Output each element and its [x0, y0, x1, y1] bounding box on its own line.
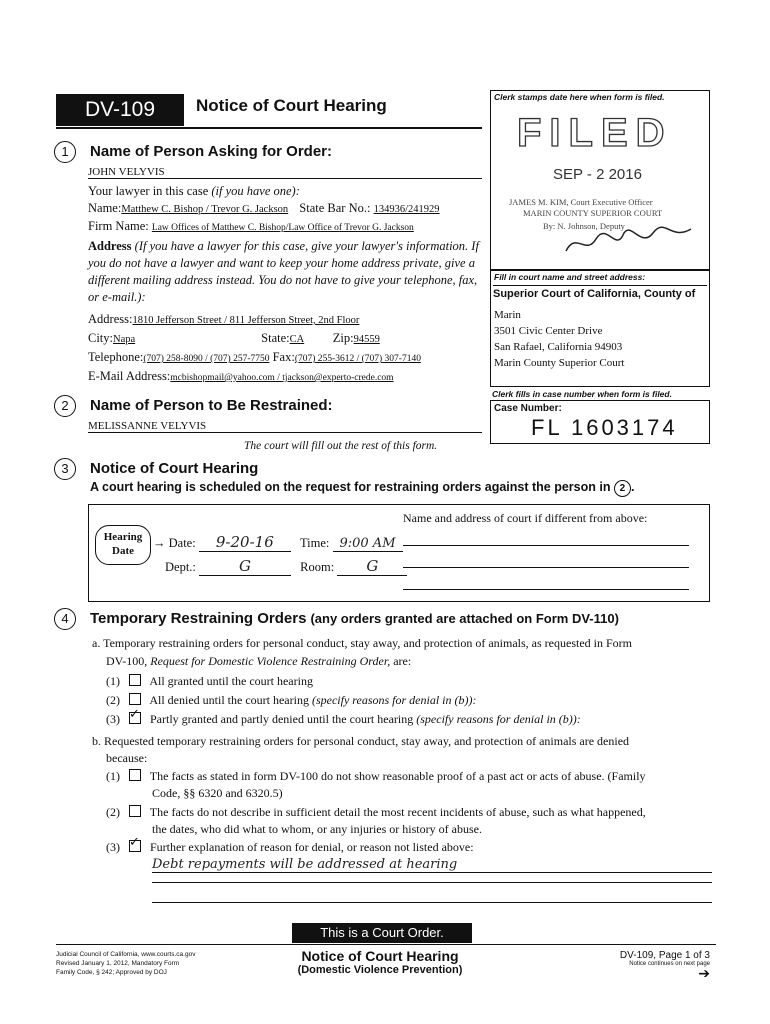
denial-explanation-line2[interactable] — [152, 882, 712, 883]
email-row: E-Mail Address:mcbishopmail@yahoo.com / tjackson@experto-crede.com — [88, 369, 394, 383]
denial-explanation[interactable]: Debt repayments will be addressed at hearing — [152, 857, 712, 873]
checkbox-a3[interactable] — [129, 712, 141, 724]
other-court-line1[interactable] — [403, 545, 689, 546]
section3-heading — [54, 458, 258, 480]
section2-ref: 2 — [614, 480, 631, 497]
other-court-label: Name and address of court if different from above: — [403, 511, 648, 525]
court-address-label: Fill in court name and street address: — [494, 272, 646, 282]
section1-title: Name of Person Asking for Order: — [90, 143, 332, 160]
option-b1: (1) The facts as stated in form DV-100 do not show reasonable proof of a past act or acts of abuse. (Family — [106, 769, 646, 783]
court-officer-line1: JAMES M. KIM, Court Executive Officer — [509, 197, 653, 207]
section4-heading — [54, 608, 619, 630]
court-order-banner: This is a Court Order. — [292, 923, 472, 943]
section1-number: 1 — [54, 141, 76, 163]
zip-value[interactable]: 94559 — [353, 334, 380, 345]
hearing-time-value[interactable]: 9:00 AM — [333, 536, 403, 552]
lawyer-name[interactable]: Matthew C. Bishop / Trevor G. Jackson — [121, 204, 289, 215]
court-fill-note: The court will fill out the rest of this form. — [244, 440, 438, 452]
checkbox-a1[interactable] — [129, 674, 141, 686]
option-b1-cont: Code, §§ 6320 and 6320.5) — [152, 786, 283, 800]
court-branch: Marin County Superior Court — [494, 357, 625, 369]
firm-row: Firm Name: Law Offices of Matthew C. Bishop/Law Office of Trevor G. Jackson — [88, 219, 414, 233]
email-value[interactable]: mcbishopmail@yahoo.com / tjackson@experto-crede.com — [170, 373, 394, 383]
section3-subtitle: A court hearing is scheduled on the request for restraining orders against the person in 2 . — [90, 480, 634, 497]
phone-fax-row: Telephone:(707) 258-8090 / (707) 257-7750 Fax:(707) 255-3612 / (707) 307-7140 — [88, 350, 421, 364]
lawyer-prompt: Your lawyer in this case (if you have one): — [88, 184, 300, 198]
court-officer-line2: MARIN COUNTY SUPERIOR COURT — [523, 208, 663, 218]
denial-explanation-line3[interactable] — [152, 902, 712, 903]
court-city: San Rafael, California 94903 — [494, 341, 623, 353]
option-a1: (1) All granted until the court hearing — [106, 674, 313, 688]
section1-heading — [54, 141, 332, 163]
section4a-line2: DV-100, Request for Domestic Violence Restraining Order, are: — [106, 654, 412, 668]
court-name: Superior Court of California, County of — [493, 285, 707, 300]
dept-room-row: Dept.: G Room: G — [165, 557, 407, 576]
header-rule — [56, 127, 482, 129]
option-b3: (3) ✓ Further explanation of reason for denial, or reason not listed above: — [106, 840, 474, 855]
clerk-stamp-label: Clerk stamps date here when form is filed. — [494, 92, 665, 102]
court-street: 3501 Civic Center Drive — [494, 325, 603, 337]
form-code-badge: DV-109 — [56, 94, 184, 126]
checkbox-b2[interactable] — [129, 805, 141, 817]
firm-name[interactable]: Law Offices of Matthew C. Bishop/Law Office of Trevor G. Jackson — [151, 223, 414, 233]
case-number-note: Clerk fills in case number when form is filed. — [492, 389, 672, 399]
option-a3: (3) ✓ Partly granted and partly denied until the court hearing (specify reasons for denial in (b)): — [106, 712, 581, 727]
case-number-value: FL 1603174 — [531, 415, 678, 440]
footer-rule — [56, 944, 716, 945]
form-title: Notice of Court Hearing — [196, 96, 387, 115]
option-b2: (2) The facts do not describe in sufficient detail the most recent incidents of abuse, such as what happened, — [106, 805, 646, 819]
restrained-person-name[interactable]: MELISSANNE VELYVIS — [88, 420, 482, 433]
checkbox-a2[interactable] — [129, 693, 141, 705]
court-address-box — [490, 270, 710, 387]
next-page-arrow-icon: ➔ — [698, 965, 710, 981]
deputy-line: By: N. Johnson, Deputy — [543, 221, 625, 231]
case-number-box — [490, 400, 710, 444]
hearing-date-badge: Hearing Date — [95, 525, 151, 565]
state-bar-number[interactable]: 134936/241929 — [373, 204, 440, 215]
dept-value[interactable]: G — [199, 557, 291, 576]
telephone-value[interactable]: (707) 258-8090 / (707) 257-7750 — [143, 354, 270, 364]
city-value[interactable]: Napa — [113, 334, 136, 345]
room-value[interactable]: G — [337, 557, 407, 576]
lawyer-name-row: Name:Matthew C. Bishop / Trevor G. Jackson State Bar No.: 134936/241929 — [88, 201, 440, 215]
section2-number: 2 — [54, 395, 76, 417]
hearing-date-value[interactable]: 9-20-16 — [199, 533, 291, 552]
filed-date: SEP - 2 2016 — [553, 166, 642, 183]
section4-number: 4 — [54, 608, 76, 630]
filed-stamp: FILED — [517, 111, 673, 155]
state-value[interactable]: CA — [289, 334, 305, 345]
section2-heading — [54, 395, 333, 417]
option-a2: (2) All denied until the court hearing (specify reasons for denial in (b)): — [106, 693, 477, 707]
section4-title: Temporary Restraining Orders — [90, 610, 307, 627]
section3-number: 3 — [54, 458, 76, 480]
hearing-date-row: → Date: 9-20-16 Time: 9:00 AM — [153, 533, 403, 552]
hearing-box — [88, 504, 710, 602]
section4-title-suffix: (any orders granted are attached on Form DV-110) — [310, 611, 619, 626]
footer-left: Judicial Council of California, www.courts.ca.gov Revised January 1, 2012, Mandatory Form Family Code, § 242; Approved by DOJ — [56, 951, 196, 976]
checkbox-b3[interactable] — [129, 840, 141, 852]
address-row: Address:1810 Jefferson Street / 811 Jefferson Street, 2nd Floor — [88, 312, 452, 327]
section4a-line1: a. Temporary restraining orders for personal conduct, stay away, and protection of animals, as requested in Form — [92, 636, 632, 650]
checkbox-b1[interactable] — [129, 769, 141, 781]
address-instructions: Address (If you have a lawyer for this case, give your lawyer's information. If you do not have a lawyer and want to keep your home address private, give a different mailing address instead. You do not have to give your telephone, fax, or e-mail.): — [88, 239, 479, 304]
city-state-zip-row: City:Napa State:CA Zip:94559 — [88, 331, 414, 346]
case-number-label: Case Number: — [494, 403, 562, 414]
fax-value[interactable]: (707) 255-3612 / (707) 307-7140 — [294, 354, 421, 364]
footer-center: Notice of Court Hearing (Domestic Violence Prevention) — [297, 948, 463, 976]
footer-right: DV-109, Page 1 of 3 Notice continues on next page ➔ — [600, 950, 710, 979]
option-b2-cont: the dates, who did what to whom, or any injuries or history of abuse. — [152, 822, 482, 836]
court-county: Marin — [494, 309, 521, 321]
section3-title: Notice of Court Hearing — [90, 460, 259, 477]
street-address[interactable]: 1810 Jefferson Street / 811 Jefferson Street, 2nd Floor — [132, 315, 360, 326]
section2-title: Name of Person to Be Restrained: — [90, 397, 333, 414]
clerk-stamp-box — [490, 90, 710, 270]
other-court-line2[interactable] — [403, 567, 689, 568]
petitioner-name[interactable]: JOHN VELYVIS — [88, 166, 482, 179]
other-court-line3[interactable] — [403, 589, 689, 590]
section4b-line2: because: — [106, 751, 148, 765]
section4b-line1: b. Requested temporary restraining orders for personal conduct, stay away, and protection of animals are denied — [92, 734, 630, 748]
clerk-signature — [561, 221, 701, 261]
